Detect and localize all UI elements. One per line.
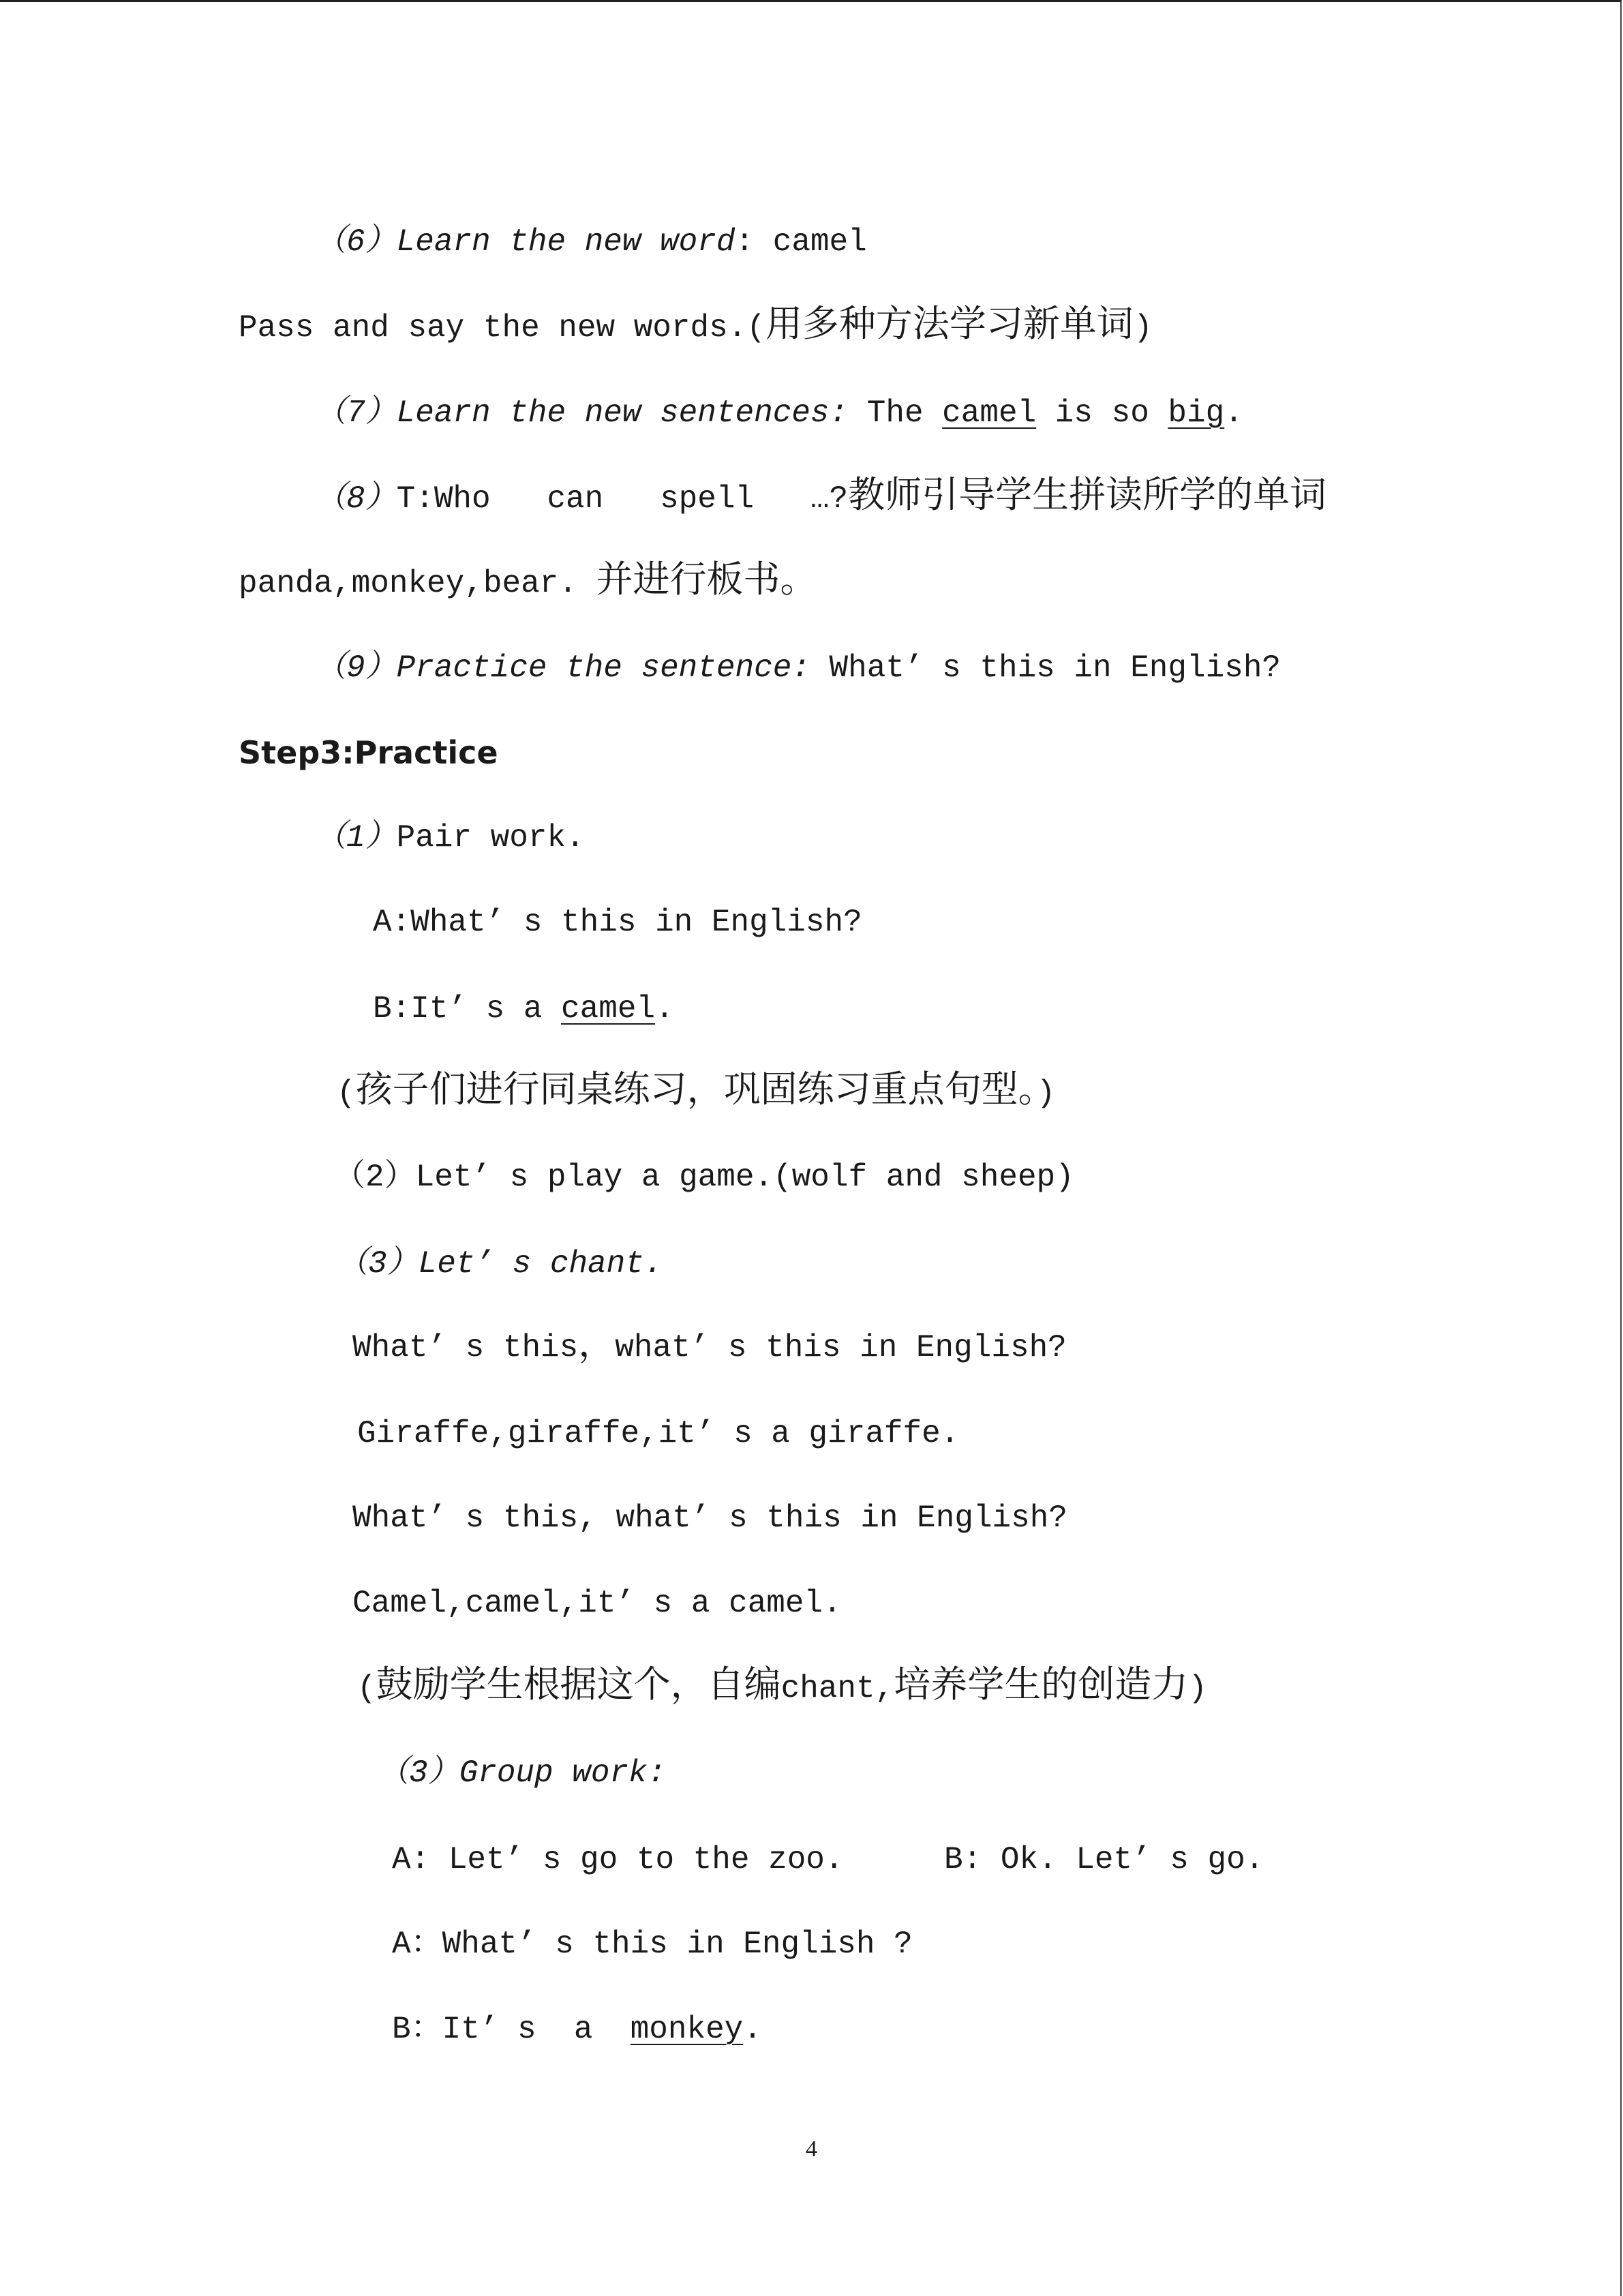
cjk-text-run: 培养学生的创造力 [894, 1667, 1189, 1708]
item-label: Learn the new word [396, 224, 735, 260]
step2-item-7 [315, 393, 1243, 434]
chant-line-1: What’ s this，what’ s this in English? [352, 1326, 1067, 1368]
cjk-text-run: 并进行板书。 [596, 562, 817, 603]
game-item [334, 1157, 1074, 1198]
item-text: The [848, 395, 943, 431]
step2-item-6 [315, 222, 867, 262]
note-text: Pass and say the new words.(用多种方法学习新单词) [239, 306, 1153, 348]
chant-line-3: What’ s this, what’ s this in English? [352, 1500, 1067, 1536]
item-text: is so [1036, 395, 1168, 431]
group-work-line-a1: A: Let’ s go to the zoo. [392, 1842, 844, 1877]
group-work-line-a2: A：What’ s this in English ? [392, 1927, 913, 1962]
item-text: : camel [735, 224, 867, 260]
pair-work-line-a: A:What’ s this in English? [373, 905, 862, 940]
underlined-word-camel: camel [942, 395, 1037, 431]
cjk-text-run: 用多种方法学习新单词 [765, 306, 1134, 348]
item-label: Pair work. [396, 820, 585, 856]
chant-note: (鼓励学生根据这个，自编chant,培养学生的创造力) [357, 1667, 1207, 1708]
item-label: Practice the sentence: [396, 650, 810, 686]
underlined-word-camel: camel [561, 991, 656, 1027]
group-work-title: （3）Group work: [378, 1755, 667, 1791]
item-text: Let’ s play a game.(wolf and sheep) [415, 1160, 1074, 1195]
pair-work-line-b [373, 988, 674, 1029]
group-work-line-b2 [392, 2009, 762, 2050]
item-number: （1） [315, 820, 397, 856]
item-text: . [1224, 395, 1243, 431]
step2-item-9 [315, 648, 1281, 689]
dialogue-text: . [743, 2012, 762, 2047]
item-number: （9） [315, 650, 397, 686]
item-text: What’ s this in English? [810, 650, 1281, 686]
chant-title: （3）Let’ s chant. [337, 1246, 663, 1282]
step2-item-8 [315, 478, 1326, 519]
item-text: panda,monkey,bear. 并进行板书。 [239, 562, 817, 603]
step2-item-8-continued [239, 562, 817, 604]
item-number: （6） [315, 224, 397, 260]
item-number: （7） [315, 395, 397, 431]
step2-item-6-note [239, 307, 1153, 348]
step3-heading: Step3:Practice [239, 734, 498, 771]
group-work-line-b1: B: Ok. Let’ s go. [944, 1842, 1264, 1877]
dialogue-text: B:It’ s a [373, 991, 562, 1027]
item-number: （2） [334, 1160, 416, 1195]
item-number: （8） [315, 481, 397, 517]
cjk-text-run: 教师引导学生拼读所学的单词 [848, 477, 1327, 519]
item-label: Learn the new sentences: [396, 395, 849, 431]
dialogue-text: . [655, 991, 674, 1027]
cjk-text-run: 孩子们进行同桌练习，巩固练习重点句型。 [355, 1072, 1037, 1113]
cjk-text-run: 鼓励学生根据这个，自编 [376, 1667, 781, 1708]
cjk-text-run: ， [578, 1326, 616, 1368]
chant-line-2: Giraffe,giraffe,it’ s a giraffe. [357, 1416, 960, 1451]
underlined-word-monkey: monkey [630, 2012, 744, 2047]
page-number: 4 [806, 2136, 817, 2162]
item-text: T:Who can spell …?教师引导学生拼读所学的单词 [396, 477, 1327, 519]
underlined-word-big: big [1168, 395, 1225, 431]
pair-work-title [315, 817, 585, 858]
dialogue-text: B：It’ s a [392, 2012, 631, 2047]
pair-work-note: (孩子们进行同桌练习，巩固练习重点句型。) [337, 1072, 1056, 1113]
chant-line-4: Camel,camel,it’ s a camel. [352, 1586, 842, 1621]
